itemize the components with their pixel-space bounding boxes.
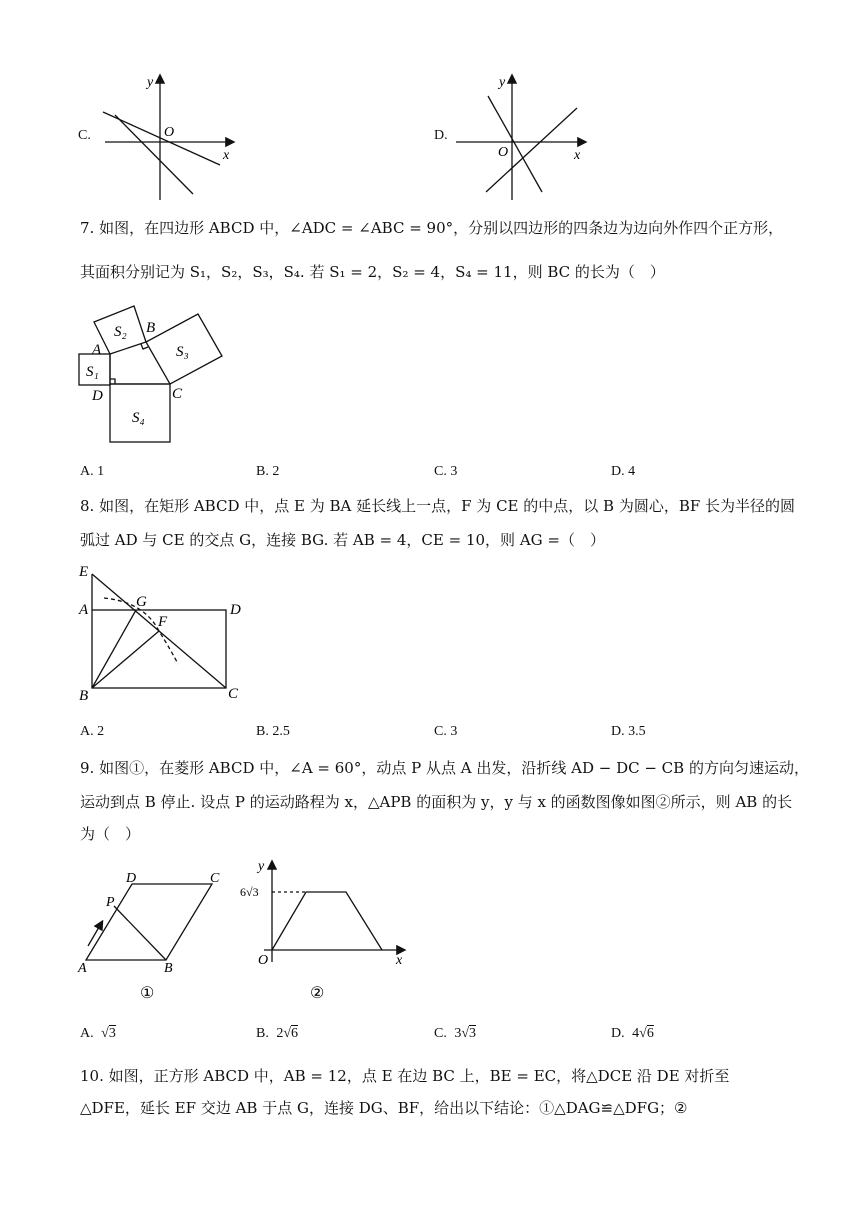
q9-figure-rhombus <box>74 864 234 1004</box>
q9-option-a: A. √3 <box>80 1026 116 1041</box>
q7-text-line2: 其面积分别记为 S₁，S₂，S₃，S₄. 若 S₁ = 2，S₂ = 4，S₄ = 11，则 BC 的长为（ ） <box>80 263 665 281</box>
option-c-label: C. <box>78 128 91 143</box>
segment-pb <box>114 906 166 960</box>
y-label: y <box>499 75 506 90</box>
q8-option-d: D. 3.5 <box>611 724 646 739</box>
vertex-f: F <box>158 614 168 630</box>
caption-2: ② <box>310 985 325 1002</box>
y-label: y <box>258 859 265 874</box>
q9-option-b: B. 2√6 <box>256 1026 299 1041</box>
segment-bg <box>92 610 136 688</box>
y-label: y <box>147 75 154 90</box>
vertex-b: B <box>146 320 156 336</box>
x-label: x <box>223 148 230 163</box>
x-label: x <box>396 953 403 968</box>
label-s1: S₁ <box>86 364 99 380</box>
q8-text-line1: 8. 如图，在矩形 ABCD 中，点 E 为 BA 延长线上一点，F 为 CE 的中点，以 B 为圆心，BF 长为半径的圆 <box>80 497 796 515</box>
q8-option-a: A. 2 <box>80 724 105 739</box>
q7-figure <box>74 296 234 452</box>
option-d-graph <box>450 70 600 202</box>
q9-figure-graph <box>236 856 416 1004</box>
line-2 <box>115 115 193 194</box>
option-c-graph <box>95 70 245 202</box>
vertex-a: A <box>92 342 102 358</box>
q7-option-d: D. 4 <box>611 464 636 479</box>
q9-text-line1: 9. 如图①，在菱形 ABCD 中，∠A = 60°，动点 P 从点 A 出发，沿折线 AD − DC − CB 的方向匀速运动， <box>80 759 809 777</box>
vertex-b: B <box>79 688 89 704</box>
q7-text-line1: 7. 如图，在四边形 ABCD 中，∠ADC = ∠ABC = 90°，分别以四边形的四条边为边向外作四个正方形， <box>80 219 784 237</box>
q9-option-c: C. 3√3 <box>434 1026 477 1041</box>
point-p: P <box>106 895 115 910</box>
vertex-c: C <box>228 686 239 702</box>
vertex-a: A <box>78 961 87 976</box>
vertex-a: A <box>79 602 89 618</box>
motion-arrow <box>88 922 102 946</box>
vertex-c: C <box>210 871 220 886</box>
vertex-b: B <box>164 961 173 976</box>
vertex-d: D <box>126 871 137 886</box>
line-1 <box>488 96 542 192</box>
origin-label: O <box>498 145 509 160</box>
caption-1: ① <box>140 985 155 1002</box>
origin-label: O <box>258 953 269 968</box>
origin-label: O <box>164 125 175 140</box>
q8-option-c: C. 3 <box>434 724 458 739</box>
vertex-d: D <box>230 602 241 618</box>
option-d-label: D. <box>434 128 448 143</box>
vertex-d: D <box>92 388 103 404</box>
q9-text-line2: 运动到点 B 停止. 设点 P 的运动路程为 x，△APB 的面积为 y，y 与 x 的函数图像如图②所示，则 AB 的长 <box>80 793 793 811</box>
q9-text-line3: 为（ ） <box>80 825 141 843</box>
q7-option-a: A. 1 <box>80 464 105 479</box>
peak-value: 6√3 <box>240 885 259 899</box>
q10-text-line2: △DFE，延长 EF 交边 AB 于点 G，连接 DG、BF，给出以下结论：①△DAG≌△DFG；② <box>80 1099 688 1117</box>
right-angle-d <box>110 379 115 384</box>
q7-option-c: C. 3 <box>434 464 458 479</box>
q10-text-line1: 10. 如图，正方形 ABCD 中，AB = 12，点 E 在边 BC 上，BE = EC，将△DCE 沿 DE 对折至 <box>80 1067 730 1085</box>
vertex-e: E <box>79 564 89 580</box>
vertex-g: G <box>136 594 147 610</box>
q8-option-b: B. 2.5 <box>256 724 290 739</box>
label-s2: S₂ <box>114 324 127 340</box>
q9-option-d: D. 4√6 <box>611 1026 654 1041</box>
label-s3: S₃ <box>176 344 189 360</box>
q8-text-line2: 弧过 AD 与 CE 的交点 G，连接 BG. 若 AB = 4，CE = 10，则 AG =（ ） <box>80 531 605 549</box>
segment-bf <box>92 631 159 688</box>
function-graph <box>272 892 382 950</box>
q8-figure <box>74 560 254 706</box>
vertex-c: C <box>172 386 183 402</box>
q7-option-b: B. 2 <box>256 464 280 479</box>
x-label: x <box>574 148 581 163</box>
label-s4: S₄ <box>132 410 145 426</box>
rhombus-abcd <box>86 884 212 960</box>
